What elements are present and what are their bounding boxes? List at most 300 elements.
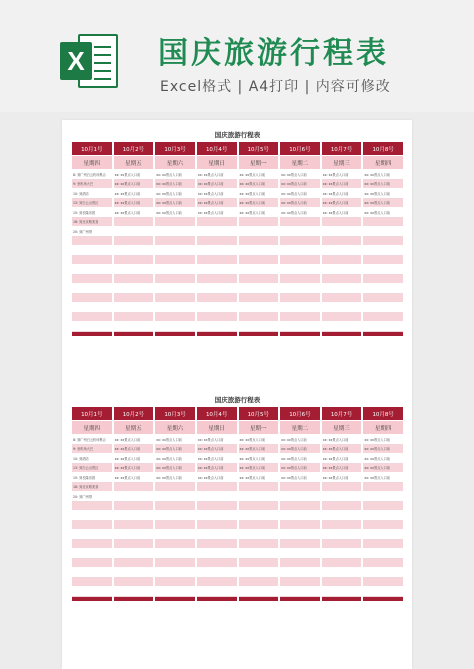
schedule-cell[interactable] (280, 511, 320, 521)
schedule-cell[interactable]: xx: xx景点入口前 (322, 180, 362, 190)
schedule-cell[interactable] (363, 227, 403, 237)
schedule-cell[interactable] (239, 559, 279, 569)
schedule-cell[interactable]: xx: xx景点入口前 (197, 180, 237, 190)
schedule-cell[interactable] (280, 559, 320, 569)
table-row (72, 464, 403, 474)
date-header: 10月7号 (322, 407, 362, 421)
schedule-cell[interactable] (155, 313, 195, 323)
date-header: 10月4号 (197, 142, 237, 156)
weekday-cell: 星期二 (280, 156, 320, 170)
schedule-cell[interactable] (155, 578, 195, 588)
schedule-cell[interactable]: xx: xx景点入口前 (280, 435, 320, 445)
schedule-cell[interactable] (363, 275, 403, 285)
schedule-cell[interactable] (322, 492, 362, 502)
schedule-cell[interactable] (197, 303, 237, 313)
schedule-cell[interactable]: xx: xx景点入口前 (197, 445, 237, 455)
schedule-cell[interactable] (280, 578, 320, 588)
schedule-cell[interactable]: xx: xx景点入口前 (363, 473, 403, 483)
schedule-cell[interactable] (239, 218, 279, 228)
schedule-cell[interactable] (114, 587, 154, 597)
schedule-cell[interactable] (280, 549, 320, 559)
schedule-cell[interactable] (322, 256, 362, 266)
table-row (72, 483, 403, 493)
schedule-cell[interactable] (322, 483, 362, 493)
schedule-cell[interactable] (114, 303, 154, 313)
schedule-cell[interactable] (239, 521, 279, 531)
schedule-cell[interactable] (114, 313, 154, 323)
schedule-cell[interactable] (197, 549, 237, 559)
schedule-cell[interactable]: xx: xx景点入口前 (322, 464, 362, 474)
schedule-cell[interactable] (280, 227, 320, 237)
schedule-cell[interactable]: 15: 到长隆乐园 (72, 473, 112, 483)
table-row (72, 492, 403, 502)
schedule-cell[interactable] (197, 237, 237, 247)
schedule-cell[interactable] (363, 511, 403, 521)
schedule-cell[interactable] (155, 284, 195, 294)
schedule-cell[interactable] (239, 227, 279, 237)
schedule-cell[interactable]: xx: xx景点入口前 (155, 435, 195, 445)
schedule-cell[interactable] (322, 568, 362, 578)
schedule-cell[interactable] (280, 246, 320, 256)
schedule-cell[interactable] (114, 540, 154, 550)
schedule-cell[interactable] (239, 578, 279, 588)
schedule-cell[interactable] (197, 313, 237, 323)
schedule-cell[interactable] (322, 540, 362, 550)
schedule-cell[interactable] (363, 284, 403, 294)
schedule-cell[interactable] (280, 265, 320, 275)
schedule-cell[interactable] (114, 275, 154, 285)
weekday-cell: 星期一 (239, 156, 279, 170)
schedule-cell[interactable]: xx: xx景点入口前 (114, 199, 154, 209)
schedule-cell[interactable] (114, 246, 154, 256)
schedule-cell[interactable]: xx: xx景点入口前 (197, 199, 237, 209)
schedule-cell[interactable] (72, 275, 112, 285)
schedule-cell[interactable] (155, 237, 195, 247)
schedule-cell[interactable]: xx: xx景点入口前 (239, 454, 279, 464)
schedule-cell[interactable] (322, 502, 362, 512)
schedule-cell[interactable] (72, 313, 112, 323)
schedule-cell[interactable]: xx: xx景点入口前 (322, 170, 362, 180)
schedule-cell[interactable] (363, 578, 403, 588)
schedule-cell[interactable] (322, 303, 362, 313)
schedule-cell[interactable] (114, 549, 154, 559)
schedule-cell[interactable] (197, 294, 237, 304)
table-row (72, 265, 403, 275)
schedule-cell[interactable]: xx: xx景点入口前 (197, 454, 237, 464)
schedule-cell[interactable]: 8: 到广州白云机场集合 (72, 435, 112, 445)
schedule-cell[interactable]: xx: xx景点入口前 (363, 454, 403, 464)
schedule-cell[interactable] (197, 511, 237, 521)
schedule-cell[interactable]: xx: xx景点入口前 (197, 473, 237, 483)
schedule-cell[interactable] (197, 322, 237, 332)
schedule-cell[interactable] (280, 587, 320, 597)
schedule-cell[interactable] (239, 256, 279, 266)
schedule-cell[interactable] (155, 246, 195, 256)
schedule-cell[interactable] (114, 559, 154, 569)
schedule-cell[interactable] (239, 303, 279, 313)
schedule-cell[interactable] (363, 559, 403, 569)
schedule-cell[interactable] (114, 492, 154, 502)
weekday-cell: 星期三 (322, 156, 362, 170)
schedule-cell[interactable]: xx: xx景点入口前 (280, 189, 320, 199)
schedule-cell[interactable] (114, 237, 154, 247)
schedule-cell[interactable] (155, 511, 195, 521)
schedule-cell[interactable] (239, 483, 279, 493)
schedule-cell[interactable]: xx: xx景点入口前 (363, 464, 403, 474)
schedule-cell[interactable] (114, 578, 154, 588)
schedule-cell[interactable] (114, 483, 154, 493)
schedule-cell[interactable] (280, 502, 320, 512)
schedule-cell[interactable]: xx: xx景点入口前 (155, 454, 195, 464)
table-row (72, 587, 403, 597)
schedule-cell[interactable]: xx: xx景点入口前 (322, 445, 362, 455)
schedule-cell[interactable] (72, 303, 112, 313)
schedule-cell[interactable] (322, 246, 362, 256)
schedule-cell[interactable]: xx: xx景点入口前 (197, 208, 237, 218)
schedule-cell[interactable] (280, 483, 320, 493)
schedule-cell[interactable] (322, 587, 362, 597)
schedule-cell[interactable] (280, 568, 320, 578)
schedule-cell[interactable] (280, 492, 320, 502)
schedule-cell[interactable]: 13: 到白云山景区 (72, 199, 112, 209)
schedule-cell[interactable] (72, 237, 112, 247)
schedule-cell[interactable] (197, 227, 237, 237)
weekday-cell: 星期一 (239, 421, 279, 435)
schedule-cell[interactable] (114, 568, 154, 578)
schedule-cell[interactable] (72, 294, 112, 304)
schedule-cell[interactable] (155, 568, 195, 578)
schedule-cell[interactable] (363, 492, 403, 502)
schedule-cell[interactable] (155, 492, 195, 502)
schedule-cell[interactable] (239, 313, 279, 323)
schedule-cell[interactable]: xx: xx景点入口前 (280, 464, 320, 474)
schedule-cell[interactable] (114, 218, 154, 228)
schedule-cell[interactable]: xx: xx景点入口前 (363, 435, 403, 445)
schedule-cell[interactable] (239, 502, 279, 512)
schedule-cell[interactable] (114, 511, 154, 521)
schedule-cell[interactable] (280, 284, 320, 294)
schedule-cell[interactable] (114, 502, 154, 512)
schedule-cell[interactable]: xx: xx景点入口前 (239, 199, 279, 209)
schedule-cell[interactable]: xx: xx景点入口前 (363, 208, 403, 218)
schedule-cell[interactable]: xx: xx景点入口前 (239, 464, 279, 474)
schedule-cell[interactable] (72, 284, 112, 294)
schedule-cell[interactable]: xx: xx景点入口前 (239, 473, 279, 483)
schedule-cell[interactable]: xx: xx景点入口前 (114, 170, 154, 180)
schedule-cell[interactable] (155, 294, 195, 304)
schedule-cell[interactable]: xx: xx景点入口前 (239, 170, 279, 180)
schedule-cell[interactable]: xx: xx景点入口前 (197, 170, 237, 180)
table-footer-bar (72, 597, 403, 601)
weekday-cell: 星期四 (363, 421, 403, 435)
schedule-cell[interactable] (239, 284, 279, 294)
schedule-cell[interactable] (322, 521, 362, 531)
schedule-cell[interactable]: xx: xx景点入口前 (322, 208, 362, 218)
schedule-cell[interactable] (114, 530, 154, 540)
schedule-cell[interactable] (197, 521, 237, 531)
schedule-cell[interactable] (114, 521, 154, 531)
header (0, 0, 474, 112)
schedule-cell[interactable]: xx: xx景点入口前 (280, 454, 320, 464)
schedule-cell[interactable] (239, 511, 279, 521)
schedule-cell[interactable]: xx: xx景点入口前 (114, 180, 154, 190)
schedule-cell[interactable]: 20: 到广州塔 (72, 492, 112, 502)
schedule-cell[interactable] (72, 540, 112, 550)
schedule-cell[interactable] (239, 492, 279, 502)
schedule-cell[interactable]: xx: xx景点入口前 (363, 180, 403, 190)
schedule-cell[interactable] (155, 549, 195, 559)
schedule-cell[interactable]: xx: xx景点入口前 (363, 445, 403, 455)
table-footer-bar (72, 332, 403, 336)
schedule-cell[interactable] (72, 578, 112, 588)
schedule-cell[interactable] (280, 313, 320, 323)
schedule-cell[interactable] (322, 578, 362, 588)
schedule-cell[interactable] (363, 246, 403, 256)
schedule-cell[interactable]: xx: xx景点入口前 (114, 208, 154, 218)
date-header: 10月8号 (363, 407, 403, 421)
weekday-cell: 星期日 (197, 156, 237, 170)
schedule-cell[interactable] (197, 265, 237, 275)
schedule-cell[interactable] (155, 483, 195, 493)
schedule-cell[interactable] (155, 530, 195, 540)
schedule-cell[interactable]: xx: xx景点入口前 (280, 180, 320, 190)
schedule-cell[interactable]: 10: 到酒店 (72, 454, 112, 464)
schedule-cell[interactable]: xx: xx景点入口前 (114, 454, 154, 464)
schedule-cell[interactable]: xx: xx景点入口前 (155, 199, 195, 209)
schedule-cell[interactable] (197, 568, 237, 578)
schedule-cell[interactable] (197, 502, 237, 512)
schedule-cell[interactable]: xx: xx景点入口前 (155, 464, 195, 474)
schedule-cell[interactable]: xx: xx景点入口前 (280, 445, 320, 455)
schedule-cell[interactable] (197, 275, 237, 285)
schedule-cell[interactable] (114, 322, 154, 332)
table-row (72, 284, 403, 294)
schedule-cell[interactable] (72, 265, 112, 275)
schedule-cell[interactable]: 8: 到广州白云机场集合 (72, 170, 112, 180)
schedule-cell[interactable] (197, 540, 237, 550)
schedule-cell[interactable] (155, 322, 195, 332)
schedule-cell[interactable] (197, 246, 237, 256)
schedule-cell[interactable]: 10: 到酒店 (72, 189, 112, 199)
schedule-cell[interactable]: xx: xx景点入口前 (155, 445, 195, 455)
schedule-cell[interactable] (322, 511, 362, 521)
schedule-cell[interactable] (280, 275, 320, 285)
schedule-cell[interactable]: xx: xx景点入口前 (197, 435, 237, 445)
schedule-cell[interactable] (155, 256, 195, 266)
schedule-cell[interactable] (155, 265, 195, 275)
schedule-cell[interactable] (363, 483, 403, 493)
schedule-cell[interactable] (72, 246, 112, 256)
schedule-cell[interactable] (280, 237, 320, 247)
schedule-cell[interactable] (72, 559, 112, 569)
schedule-cell[interactable] (155, 587, 195, 597)
schedule-cell[interactable] (322, 322, 362, 332)
schedule-cell[interactable] (363, 549, 403, 559)
schedule-cell[interactable]: xx: xx景点入口前 (363, 199, 403, 209)
schedule-cell[interactable] (155, 559, 195, 569)
schedule-cell[interactable] (363, 568, 403, 578)
schedule-cell[interactable]: xx: xx景点入口前 (322, 435, 362, 445)
schedule-cell[interactable] (239, 568, 279, 578)
schedule-cell[interactable] (72, 502, 112, 512)
schedule-cell[interactable]: xx: xx景点入口前 (239, 208, 279, 218)
schedule-cell[interactable]: xx: xx景点入口前 (155, 189, 195, 199)
schedule-cell[interactable] (363, 322, 403, 332)
schedule-cell[interactable]: 9: 坐机场大巴 (72, 445, 112, 455)
schedule-cell[interactable] (322, 313, 362, 323)
schedule-cell[interactable] (322, 284, 362, 294)
schedule-cell[interactable] (155, 540, 195, 550)
schedule-cell[interactable] (197, 218, 237, 228)
schedule-cell[interactable] (322, 265, 362, 275)
schedule-cell[interactable]: xx: xx景点入口前 (155, 473, 195, 483)
schedule-cell[interactable] (363, 540, 403, 550)
schedule-cell[interactable]: xx: xx景点入口前 (239, 435, 279, 445)
schedule-cell[interactable]: 9: 坐机场大巴 (72, 180, 112, 190)
schedule-cell[interactable] (322, 218, 362, 228)
schedule-cell[interactable] (363, 218, 403, 228)
date-header: 10月3号 (155, 142, 195, 156)
weekday-cell: 星期四 (72, 156, 112, 170)
schedule-cell[interactable] (72, 530, 112, 540)
schedule-cell[interactable] (363, 530, 403, 540)
schedule-cell[interactable]: xx: xx景点入口前 (322, 199, 362, 209)
schedule-cell[interactable] (114, 284, 154, 294)
schedule-cell[interactable] (363, 256, 403, 266)
schedule-cell[interactable] (72, 568, 112, 578)
schedule-cell[interactable]: xx: xx景点入口前 (114, 189, 154, 199)
schedule-cell[interactable]: xx: xx景点入口前 (322, 454, 362, 464)
schedule-cell[interactable]: 20: 到广州塔 (72, 227, 112, 237)
schedule-cell[interactable]: xx: xx景点入口前 (322, 473, 362, 483)
table-row (72, 435, 403, 445)
schedule-cell[interactable] (239, 294, 279, 304)
schedule-cell[interactable] (114, 256, 154, 266)
schedule-cell[interactable] (239, 587, 279, 597)
schedule-cell[interactable] (197, 492, 237, 502)
schedule-cell[interactable] (155, 521, 195, 531)
schedule-cell[interactable] (322, 294, 362, 304)
schedule-cell[interactable] (239, 530, 279, 540)
schedule-cell[interactable]: xx: xx景点入口前 (363, 189, 403, 199)
schedule-cell[interactable]: xx: xx景点入口前 (280, 208, 320, 218)
schedule-cell[interactable] (280, 540, 320, 550)
schedule-cell[interactable] (239, 549, 279, 559)
schedule-cell[interactable] (155, 218, 195, 228)
schedule-cell[interactable] (197, 530, 237, 540)
schedule-cell[interactable] (280, 530, 320, 540)
schedule-cell[interactable]: xx: xx景点入口前 (280, 199, 320, 209)
schedule-cell[interactable] (363, 521, 403, 531)
schedule-cell[interactable] (197, 483, 237, 493)
schedule-cell[interactable] (363, 587, 403, 597)
schedule-cell[interactable]: xx: xx景点入口前 (197, 464, 237, 474)
schedule-cell[interactable] (322, 275, 362, 285)
schedule-cell[interactable] (72, 549, 112, 559)
schedule-cell[interactable] (197, 256, 237, 266)
date-header: 10月1号 (72, 407, 112, 421)
schedule-cell[interactable]: xx: xx景点入口前 (322, 189, 362, 199)
schedule-cell[interactable] (239, 265, 279, 275)
schedule-cell[interactable] (197, 578, 237, 588)
date-header: 10月3号 (155, 407, 195, 421)
schedule-cell[interactable] (363, 265, 403, 275)
schedule-cell[interactable]: xx: xx景点入口前 (155, 170, 195, 180)
schedule-cell[interactable] (363, 313, 403, 323)
schedule-cell[interactable] (155, 227, 195, 237)
schedule-cell[interactable]: xx: xx景点入口前 (239, 445, 279, 455)
schedule-cell[interactable] (239, 322, 279, 332)
table-row (72, 502, 403, 512)
schedule-cell[interactable] (280, 256, 320, 266)
schedule-cell[interactable]: 13: 到白云山景区 (72, 464, 112, 474)
schedule-cell[interactable] (280, 521, 320, 531)
schedule-cell[interactable] (197, 587, 237, 597)
schedule-cell[interactable] (363, 294, 403, 304)
schedule-cell[interactable] (114, 294, 154, 304)
schedule-cell[interactable]: xx: xx景点入口前 (155, 208, 195, 218)
itinerary-table (70, 407, 405, 601)
schedule-cell[interactable] (363, 303, 403, 313)
schedule-cell[interactable]: xx: xx景点入口前 (239, 189, 279, 199)
schedule-cell[interactable] (280, 294, 320, 304)
schedule-cell[interactable] (72, 587, 112, 597)
schedule-cell[interactable]: xx: xx景点入口前 (155, 180, 195, 190)
schedule-cell[interactable] (197, 559, 237, 569)
schedule-cell[interactable] (322, 227, 362, 237)
schedule-cell[interactable] (239, 237, 279, 247)
date-header: 10月2号 (114, 407, 154, 421)
schedule-cell[interactable] (72, 511, 112, 521)
schedule-cell[interactable] (155, 502, 195, 512)
schedule-cell[interactable] (72, 521, 112, 531)
schedule-cell[interactable] (155, 303, 195, 313)
schedule-cell[interactable] (280, 218, 320, 228)
schedule-cell[interactable]: xx: xx景点入口前 (114, 473, 154, 483)
schedule-cell[interactable]: xx: xx景点入口前 (114, 445, 154, 455)
schedule-cell[interactable]: xx: xx景点入口前 (280, 473, 320, 483)
schedule-cell[interactable] (72, 256, 112, 266)
schedule-cell[interactable]: xx: xx景点入口前 (114, 464, 154, 474)
schedule-cell[interactable] (280, 322, 320, 332)
schedule-cell[interactable]: xx: xx景点入口前 (197, 189, 237, 199)
schedule-cell[interactable] (322, 549, 362, 559)
schedule-cell[interactable] (239, 540, 279, 550)
schedule-cell[interactable] (363, 502, 403, 512)
schedule-cell[interactable] (114, 265, 154, 275)
schedule-cell[interactable] (197, 284, 237, 294)
schedule-cell[interactable]: 18: 到北京路美食 (72, 483, 112, 493)
schedule-cell[interactable]: xx: xx景点入口前 (363, 170, 403, 180)
schedule-cell[interactable]: xx: xx景点入口前 (114, 435, 154, 445)
schedule-cell[interactable] (322, 559, 362, 569)
schedule-cell[interactable]: xx: xx景点入口前 (239, 180, 279, 190)
schedule-cell[interactable] (363, 237, 403, 247)
schedule-cell[interactable] (239, 246, 279, 256)
table-row (72, 473, 403, 483)
schedule-cell[interactable]: 18: 到北京路美食 (72, 218, 112, 228)
schedule-cell[interactable]: 15: 到长隆乐园 (72, 208, 112, 218)
schedule-cell[interactable] (322, 237, 362, 247)
schedule-cell[interactable] (280, 303, 320, 313)
schedule-cell[interactable] (72, 322, 112, 332)
sheet-title: 国庆旅游行程表 (214, 396, 261, 404)
schedule-cell[interactable] (114, 227, 154, 237)
schedule-cell[interactable] (239, 275, 279, 285)
schedule-cell[interactable]: xx: xx景点入口前 (280, 170, 320, 180)
schedule-cell[interactable] (155, 275, 195, 285)
schedule-cell[interactable] (322, 530, 362, 540)
